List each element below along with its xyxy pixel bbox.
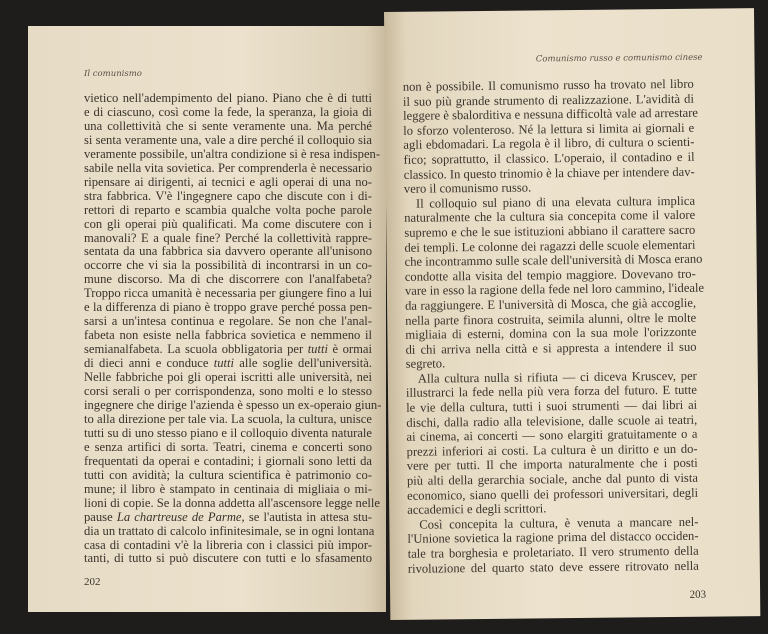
right-page — [384, 8, 760, 620]
text-segment: alle soglie dell'università. — [234, 356, 372, 371]
text-segment: pause — [84, 509, 117, 524]
text-line: illustrarci la fede nella più vera forza del futuro. E tutte — [405, 383, 698, 401]
running-head: Comunismo russo e comunismo cinese — [535, 52, 703, 65]
text-segment: è ormai — [327, 342, 372, 357]
text-line: dia un trattato di calcolo infinitesimale, se in ogni lontana — [84, 523, 375, 538]
text-line: lo sforzo volenteroso. Né la lettura si limita ai giornali e — [403, 120, 695, 138]
text-line: e senza artifici di sorta. Teatri, cinema e concerti sono — [84, 439, 372, 454]
running-head: Il comunismo — [84, 69, 142, 79]
text-line: tanti, di tutto si può discutere con tutti e lo sfasamento — [84, 551, 372, 566]
text-line: tutti su di uno stesso piano e il colloquio diventa naturale — [84, 425, 372, 440]
text-line: tutti con avidità; la cultura scientifica è patrimonio co- — [84, 467, 372, 482]
text-line: ingegnere che dirige l'azienda è spesso un ex-operaio giun- — [84, 397, 382, 412]
text-line: vare in esso la ragione della fede nel loro cammino, l'ideale — [404, 280, 705, 299]
text-line: mune discorso. Ma di che discorrere con l'analfabeta? — [84, 272, 372, 287]
text-line: accademici e degli scrittori. — [407, 501, 547, 518]
page-body-text — [402, 76, 705, 576]
text-line: e di ciascuno, così come la fede, la speranza, la gioia di — [84, 104, 372, 119]
page-body-text — [84, 91, 382, 566]
text-line: naturalmente che la cultura sia concepita come il valore — [404, 208, 696, 226]
text-line: to alla direzione per tale via. La scuola, la cultura, unisce — [84, 411, 372, 426]
text-line: sarsi a un'intesa continua e regolare. Se non che l'anal- — [84, 314, 372, 329]
text-line — [84, 343, 372, 357]
text-line: manovali? E a quale fine? Perché la collettività rappre- — [84, 230, 372, 245]
text-line: prezzi inferiori ai costi. La cultura è un diritto e un do- — [406, 441, 698, 459]
text-line — [84, 357, 372, 371]
text-line: ripensare ai dirigenti, ai tecnici e agli operai di una no- — [84, 174, 372, 189]
text-line: con gli operai più qualificati. Ma come discutere con i — [84, 216, 372, 231]
text-line: vere per tutti. Il che importa naturalmente che i posti — [406, 456, 698, 474]
text-line: condotte alla visita del tempio maggiore. Dovevano tro- — [404, 266, 696, 284]
text-line: Alla cultura nulla si rifiuta — ci diceva Kruscev, per — [417, 368, 697, 386]
text-line: sabile nella vita sovietica. Per comprenderla è necessario — [84, 160, 372, 175]
text-line: più alti della gerarchia sociale, anche dal punto di vista — [406, 470, 698, 488]
text-line: vero il comunismo russo. — [403, 180, 532, 196]
text-line: vietico nell'adempimento del piano. Piano che è di tutti — [84, 91, 372, 105]
text-segment: di dieci anni e conduce — [84, 356, 214, 371]
text-line: dei templi. Le colonne dei ragazzi delle scuole elementari — [404, 237, 696, 255]
text-line: ai cinema, ai concerti — sono elargiti gratuitamente o a — [406, 426, 698, 445]
text-line: Troppo ricca umanità è necessaria per giungere fino a lui — [84, 286, 372, 301]
text-line: una collettività che si sente veramente una. Ma perché — [84, 118, 372, 133]
text-line: rettori di reparto e scambia qualche volta poche parole — [84, 202, 372, 217]
text-line: che incontrammo sulle scale dell'università di Mosca erano — [404, 251, 703, 269]
text-line: l'Unione sovietica la ragione prima del distacco occiden- — [407, 529, 699, 547]
text-line: leggere è sbalorditiva e nessuna difficoltà vale ad arrestare — [403, 105, 699, 123]
text-line: Il colloquio sul piano di una elevata cultura implica — [415, 193, 696, 211]
text-line: occorre che vi sia la possibilità di incontrarsi in un co- — [84, 258, 372, 273]
italic-text: La chartreuse de Parme — [116, 509, 242, 524]
text-line: rivoluzione del quarto stato deve essere ritrovato nella — [407, 558, 699, 576]
text-line: fabeta non esiste nella fabbrica sovietica e nemmeno il — [84, 328, 372, 343]
text-line: da raggiungere. E l'università di Mosca, che già accoglie, — [405, 295, 697, 313]
text-line: non è possibile. Il comunismo russo ha trovato nel libro — [402, 76, 694, 94]
page-number: 202 — [84, 576, 101, 588]
text-line: economico, siano quelli dei professori universitari, degli — [406, 485, 699, 503]
text-line: le vie della cultura, tutti i suoi strumenti — dai libri ai — [406, 397, 698, 415]
text-line: nella parte finora costruita, seimila alunni, oltre le molte — [405, 310, 697, 328]
text-line: Nelle fabbriche poi gli operai iscritti alle università, nei — [84, 370, 372, 385]
text-line: di chi arriva nella città e si appresta a intendere il suo — [405, 339, 697, 357]
text-line: segreto. — [405, 356, 446, 372]
text-line: veramente possibile, un'altra condizione si è resa indispen- — [84, 146, 381, 161]
text-line: classico. In questo trinomio è la chiave per intendere dav- — [403, 164, 695, 182]
text-line: corsi serali o per corrispondenza, sono molti e lo stesso — [84, 384, 372, 399]
text-line: mune; il libro è stampato in centinaia di migliaia o mi- — [84, 481, 372, 496]
text-line — [84, 511, 372, 525]
text-segment: semianalfabeta. La scuola obbligatoria per — [84, 342, 308, 357]
text-line: frequentati da operai e contadini; i giornali sono letti da — [84, 453, 372, 468]
italic-text: tutti — [213, 356, 235, 371]
text-line: agli ebdomadari. La regola è il libro, di cultura o scienti- — [403, 135, 695, 153]
text-line: si senta veramente una, vale a dire perché il colloquio sia — [84, 132, 372, 147]
text-line: supremo e che le sue istituzioni abbiano il carattere sacro — [404, 222, 696, 240]
text-line: casa di contadini v'è la libreria con i classici più impor- — [84, 537, 372, 552]
text-line: e la differenza di piano è troppo grave perché possa pen- — [84, 300, 372, 315]
text-line: lioni di copie. Se la donna addetta all'ascensore legge nelle — [84, 495, 381, 510]
text-line: tale tra borghesia e proletariato. Il vero strumento della — [407, 543, 699, 561]
text-line: fico; soprattutto, il classico. L'operaio, il contadino e il — [403, 149, 695, 167]
text-line: Così concepita la cultura, è venuta a mancare nel- — [419, 514, 699, 532]
text-segment: , se l'autista in attesa stu- — [241, 509, 372, 524]
italic-text: tutti — [307, 342, 328, 357]
text-line: migliaia di esterni, domina con la sua mole l'orizzonte — [405, 324, 697, 342]
text-line: dischi, dalla radio alla televisione, dalle scuole ai teatri, — [406, 412, 698, 430]
left-page — [28, 26, 386, 612]
text-line: stra fabbrica. V'è l'ingegnere capo che discute con i di- — [84, 188, 372, 203]
page-number: 203 — [689, 588, 707, 601]
text-line: il suo più grande strumento di realizzazione. L'avidità di — [402, 91, 694, 109]
text-line: sentata da una fabbrica sia davvero operante all'unisono — [84, 244, 372, 259]
